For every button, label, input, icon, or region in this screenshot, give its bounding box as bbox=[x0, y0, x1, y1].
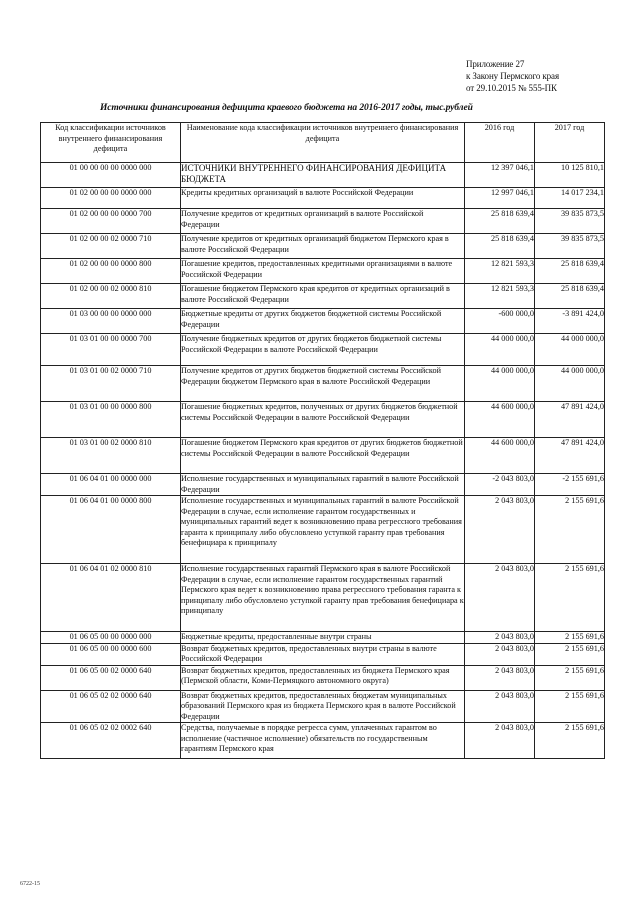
row-code: 01 06 05 02 02 0000 640 bbox=[41, 690, 181, 723]
row-value-2016: 2 043 803,0 bbox=[465, 632, 535, 644]
row-code: 01 06 04 01 00 0000 000 bbox=[41, 474, 181, 496]
row-name: Кредиты кредитных организаций в валюте Российской Федерации bbox=[181, 188, 465, 209]
row-name: Исполнение государственных и муниципальных гарантий в валюте Российской Федерации bbox=[181, 474, 465, 496]
row-value-2017: -3 891 424,0 bbox=[535, 309, 605, 334]
row-code: 01 03 01 00 02 0000 810 bbox=[41, 438, 181, 474]
row-name: Средства, получаемые в порядке регресса сумм, уплаченных гарантом во исполнение (частичное исполнение) обязательств по государственным гарантиям Пермского края bbox=[181, 723, 465, 759]
row-code: 01 06 05 02 02 0002 640 bbox=[41, 723, 181, 759]
row-value-2016: -2 043 803,0 bbox=[465, 474, 535, 496]
row-code: 01 02 00 00 02 0000 810 bbox=[41, 284, 181, 309]
row-code: 01 03 01 00 00 0000 800 bbox=[41, 402, 181, 438]
financing-sources-table bbox=[40, 122, 605, 759]
header-2016: 2016 год bbox=[465, 123, 535, 163]
row-value-2017: 47 891 424,0 bbox=[535, 438, 605, 474]
table-row bbox=[41, 690, 605, 723]
row-code: 01 06 05 00 00 0000 600 bbox=[41, 643, 181, 665]
row-code: 01 06 04 01 00 0000 800 bbox=[41, 496, 181, 564]
row-name: Погашение бюджетных кредитов, полученных от других бюджетов бюджетной системы Российской Федерации в валюте Российской Федерации bbox=[181, 402, 465, 438]
row-code: 01 06 04 01 02 0000 810 bbox=[41, 564, 181, 632]
table-body bbox=[41, 163, 605, 759]
table-header-row bbox=[41, 123, 605, 163]
row-name: Бюджетные кредиты, предоставленные внутри страны bbox=[181, 632, 465, 644]
row-value-2016: 44 000 000,0 bbox=[465, 366, 535, 402]
row-name: Получение кредитов от кредитных организаций бюджетом Пермского края в валюте Российской Федерации bbox=[181, 234, 465, 259]
row-name: Возврат бюджетных кредитов, предоставленных из бюджета Пермского края (Пермской области, Коми-Пермяцкого автономного округа) bbox=[181, 665, 465, 690]
row-name: Получение кредитов от других бюджетов бюджетной системы Российской Федерации бюджетом Пермского края в валюте Российской Федерации bbox=[181, 366, 465, 402]
row-code: 01 03 00 00 00 0000 000 bbox=[41, 309, 181, 334]
row-value-2016: 2 043 803,0 bbox=[465, 643, 535, 665]
row-value-2017: 25 818 639,4 bbox=[535, 284, 605, 309]
document-title: Источники финансирования дефицита краевого бюджета на 2016-2017 годы, тыс.рублей bbox=[100, 103, 473, 113]
table-row bbox=[41, 234, 605, 259]
row-value-2017: 25 818 639,4 bbox=[535, 259, 605, 284]
table-row bbox=[41, 209, 605, 234]
row-value-2016: 12 997 046,1 bbox=[465, 188, 535, 209]
footer-code: 6722-15 bbox=[20, 881, 40, 887]
table-row bbox=[41, 188, 605, 209]
row-value-2017: 47 891 424,0 bbox=[535, 402, 605, 438]
row-name: Получение кредитов от кредитных организаций в валюте Российской Федерации bbox=[181, 209, 465, 234]
row-value-2016: 2 043 803,0 bbox=[465, 665, 535, 690]
row-name: Погашение кредитов, предоставленных кредитными организациями в валюте Российской Федерации bbox=[181, 259, 465, 284]
appendix-block bbox=[466, 58, 626, 94]
row-name: Исполнение государственных и муниципальных гарантий в валюте Российской Федерации в случае, если исполнение гарантом государственных и муниципальных гарантий ведет к возникновению права регрессного требования гаранта к принципалу либо обусловлено уступкой гаранту прав требования бенефициара к принципалу bbox=[181, 496, 465, 564]
row-name: Погашение бюджетом Пермского края кредитов от других бюджетов бюджетной системы Российской Федерации в валюте Российской Федерации bbox=[181, 438, 465, 474]
row-value-2017: 39 835 873,5 bbox=[535, 234, 605, 259]
row-value-2016: 12 821 593,3 bbox=[465, 259, 535, 284]
row-value-2017: -2 155 691,6 bbox=[535, 474, 605, 496]
row-value-2016: 2 043 803,0 bbox=[465, 690, 535, 723]
table-row bbox=[41, 496, 605, 564]
row-value-2017: 44 000 000,0 bbox=[535, 334, 605, 366]
row-value-2017: 2 155 691,6 bbox=[535, 632, 605, 644]
appendix-line-2: к Закону Пермского края bbox=[466, 71, 559, 81]
row-value-2017: 2 155 691,6 bbox=[535, 643, 605, 665]
row-value-2017: 2 155 691,6 bbox=[535, 496, 605, 564]
row-name: Возврат бюджетных кредитов, предоставленных внутри страны в валюте Российской Федерации bbox=[181, 643, 465, 665]
header-code: Код классификации источников внутреннего финансирования дефицита bbox=[41, 123, 181, 163]
row-value-2016: 2 043 803,0 bbox=[465, 496, 535, 564]
appendix-line-1: Приложение 27 bbox=[466, 59, 525, 69]
table-row bbox=[41, 402, 605, 438]
table-row bbox=[41, 665, 605, 690]
row-name: Исполнение государственных гарантий Пермского края в валюте Российской Федерации в случае, если исполнение гарантом государственных гарантий Пермского края ведет к возникновению права регрессного требования гаранта к принципалу либо обусловлено уступкой гаранту прав требования бенефициара к принципалу bbox=[181, 564, 465, 632]
row-value-2016: 12 821 593,3 bbox=[465, 284, 535, 309]
row-name: ИСТОЧНИКИ ВНУТРЕННЕГО ФИНАНСИРОВАНИЯ ДЕФИЦИТА БЮДЖЕТА bbox=[181, 163, 465, 188]
table-row bbox=[41, 366, 605, 402]
table-row bbox=[41, 334, 605, 366]
table-row bbox=[41, 632, 605, 644]
row-name: Возврат бюджетных кредитов, предоставленных бюджетам муниципальных образований Пермского края из бюджета Пермского края в валюте Российской Федерации bbox=[181, 690, 465, 723]
table-row bbox=[41, 723, 605, 759]
row-code: 01 02 00 00 00 0000 800 bbox=[41, 259, 181, 284]
header-2017: 2017 год bbox=[535, 123, 605, 163]
row-code: 01 02 00 00 00 0000 000 bbox=[41, 188, 181, 209]
row-name: Получение бюджетных кредитов от других бюджетов бюджетной системы Российской Федерации в валюте Российской Федерации bbox=[181, 334, 465, 366]
row-value-2016: 25 818 639,4 bbox=[465, 234, 535, 259]
appendix-line-3: от 29.10.2015 № 555-ПК bbox=[466, 83, 557, 93]
row-value-2017: 2 155 691,6 bbox=[535, 665, 605, 690]
table-row bbox=[41, 438, 605, 474]
row-value-2017: 2 155 691,6 bbox=[535, 723, 605, 759]
row-code: 01 02 00 00 00 0000 700 bbox=[41, 209, 181, 234]
row-code: 01 02 00 00 02 0000 710 bbox=[41, 234, 181, 259]
row-name: Погашение бюджетом Пермского края кредитов от кредитных организаций в валюте Российской Федерации bbox=[181, 284, 465, 309]
row-name: Бюджетные кредиты от других бюджетов бюджетной системы Российской Федерации bbox=[181, 309, 465, 334]
row-value-2016: 44 000 000,0 bbox=[465, 334, 535, 366]
row-code: 01 03 01 00 00 0000 700 bbox=[41, 334, 181, 366]
row-value-2017: 14 017 234,1 bbox=[535, 188, 605, 209]
table-row bbox=[41, 163, 605, 188]
table-row bbox=[41, 309, 605, 334]
row-code: 01 06 05 00 00 0000 000 bbox=[41, 632, 181, 644]
row-code: 01 03 01 00 02 0000 710 bbox=[41, 366, 181, 402]
table-row bbox=[41, 474, 605, 496]
row-value-2017: 10 125 810,1 bbox=[535, 163, 605, 188]
row-value-2016: 44 600 000,0 bbox=[465, 402, 535, 438]
row-value-2016: 2 043 803,0 bbox=[465, 723, 535, 759]
row-value-2016: 2 043 803,0 bbox=[465, 564, 535, 632]
row-value-2016: 12 397 046,1 bbox=[465, 163, 535, 188]
table-row bbox=[41, 259, 605, 284]
row-value-2017: 2 155 691,6 bbox=[535, 564, 605, 632]
row-value-2016: -600 000,0 bbox=[465, 309, 535, 334]
row-value-2016: 25 818 639,4 bbox=[465, 209, 535, 234]
row-value-2016: 44 600 000,0 bbox=[465, 438, 535, 474]
table-row bbox=[41, 643, 605, 665]
table-row bbox=[41, 564, 605, 632]
table-row bbox=[41, 284, 605, 309]
row-code: 01 00 00 00 00 0000 000 bbox=[41, 163, 181, 188]
row-value-2017: 44 000 000,0 bbox=[535, 366, 605, 402]
header-name: Наименование кода классификации источников внутреннего финансирования дефицита bbox=[181, 123, 465, 163]
row-value-2017: 2 155 691,6 bbox=[535, 690, 605, 723]
row-code: 01 06 05 00 02 0000 640 bbox=[41, 665, 181, 690]
row-value-2017: 39 835 873,5 bbox=[535, 209, 605, 234]
